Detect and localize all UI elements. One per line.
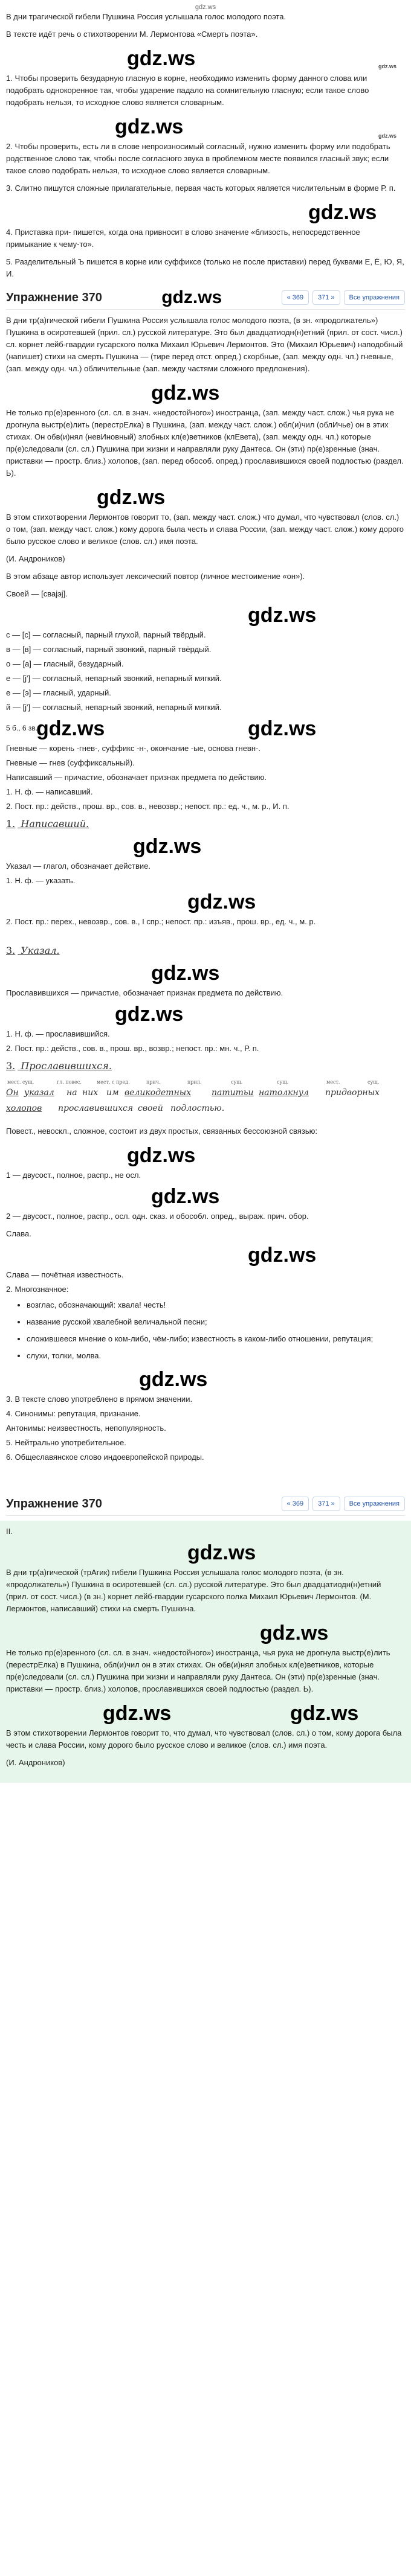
- analysis-num: 1.: [6, 818, 16, 829]
- intro-rule: 2. Чтобы проверить, есть ли в слове непроизносимый согласный, нужно изменить форму или подобрать родственное слово так, чтобы после согласного звука в проблемном месте появился гласный звук; если такое слово подобрать нельзя, то исходное слово является словарным.: [6, 142, 390, 175]
- watermark-row: [6, 200, 405, 226]
- analysis-title: [6, 818, 89, 830]
- watermark-row: [6, 1242, 405, 1269]
- list-item: • возглас, обозначающий: хвала! честь!: [27, 1299, 405, 1311]
- lexical-line: 6. Общеславянское слово индоевропейской природы.: [6, 1453, 204, 1462]
- watermark: gdz.ws: [187, 1541, 256, 1564]
- watermark-row: [6, 1143, 405, 1169]
- lexical-line: 5. Нейтрально употребительное.: [6, 1438, 126, 1447]
- watermark: gdz.ws: [97, 486, 166, 509]
- chevron-right-icon: »: [331, 1500, 335, 1507]
- sentence-part: 1 — двусост., полное, распр., не осл.: [6, 1171, 141, 1180]
- watermark: gdz.ws: [151, 382, 220, 404]
- phonetic-line: й — [j'] — согласный, непарный звонкий, непарный мягкий.: [6, 703, 222, 712]
- intro-rule: 4. Приставка при- пишется, когда она привносит в слово значение «близость, непосредственное примыкание к чему-то».: [6, 228, 360, 249]
- sentence-word: подлостью.: [170, 1104, 225, 1113]
- site-label[interactable]: gdz.ws: [195, 4, 216, 11]
- meanings-list: [6, 1299, 405, 1362]
- word-annotation: мест. с пред.: [97, 1079, 130, 1085]
- main-paragraph: Не только пр(е)зренного (сл. сл. в знач. «недостойного») иностранца, (зап. между част. слож.) чья рука не дрогнула выстр(е)лить (перестрЕлка) в Пушкина, (зап. между част. слож.) обл(и)чил (облИчье) он в этих стихах. Он обв(и)нял (невИновный) злобных кл(е)ветников (клЕвета), (зап. между одн. чл.) которые пр(е)следовали (сл. сл.) Пушкина при жизни и направляли руку Дантеса. Он (эти) пр(е)зренные (знач. приставки — простр. близ.) холопов, (зап. перед обособ. опред.) прославившихся своей подлостью (раздел. Ь).: [6, 408, 404, 478]
- analysis-line: Указал — глагол, обозначает действие.: [6, 861, 150, 871]
- watermark: gdz.ws: [151, 1185, 220, 1208]
- intro-rule: 5. Разделительный Ъ пишется в корне или суффиксе (только не после приставки) перед буквами Е, Ё, Ю, Я, И.: [6, 257, 404, 278]
- phonetic-line: е — [j'] — согласный, непарный звонкий, непарный мягкий.: [6, 674, 222, 683]
- intro-rule: 3. Слитно пишутся сложные прилагательные, первая часть которых является числительным в форме Р. п.: [6, 184, 396, 193]
- spacer: [6, 1469, 405, 1489]
- answer-box: [0, 1521, 411, 1783]
- analysis-line: 1. Н. ф. — прославившийся.: [6, 1029, 110, 1038]
- watermark: gdz.ws: [187, 890, 256, 913]
- sentence-word: прославившихся: [58, 1104, 134, 1113]
- lexical-line: Антонимы: неизвестность, непопулярность.: [6, 1424, 166, 1433]
- next-exercise-label: 371: [318, 1500, 329, 1507]
- watermark-small: gdz.ws: [378, 133, 396, 139]
- analysis-word: Написавший.: [21, 818, 89, 829]
- analysis-line: 1. Н. ф. — указать.: [6, 876, 76, 885]
- watermark: gdz.ws: [36, 717, 105, 740]
- analysis-1: [6, 818, 405, 928]
- sentence-word: холопов: [6, 1104, 42, 1113]
- watermark: gdz.ws: [103, 1702, 172, 1725]
- watermark-row: [6, 485, 405, 511]
- chevron-right-icon: »: [331, 293, 335, 301]
- sentence-summary: Повест., невоскл., сложное, состоит из двух простых, связанных бессоюзной связью:: [6, 1127, 317, 1136]
- morphemic-line: Гневные — корень -гнев-, суффикс -н-, окончание -ые, основа гневн-.: [6, 744, 261, 753]
- chevron-left-icon: «: [286, 293, 291, 301]
- watermark: gdz.ws: [127, 47, 196, 70]
- parsed-sentence: [6, 1079, 405, 1119]
- watermark: gdz.ws: [133, 835, 202, 858]
- analysis-title: [6, 945, 60, 957]
- lexical-line: Слава — почётная известность.: [6, 1270, 124, 1279]
- watermark-row: [6, 716, 405, 743]
- watermark: gdz.ws: [161, 287, 222, 307]
- exercise-nav-bottom: [6, 1492, 405, 1516]
- watermark: gdz.ws: [115, 1003, 184, 1026]
- all-exercises-button[interactable]: Все упражнения: [344, 1497, 405, 1511]
- analysis-line: 2. Пост. пр.: перех., невозвр., сов. в., I спр.; непост. пр.: изъяв., прош. вр., ед. ч., м. р.: [6, 917, 316, 926]
- prev-exercise-label: 369: [292, 1500, 304, 1507]
- answer-paragraph: Не только пр(е)зренного (сл. сл. в знач. «недостойного») иностранца, чья рука не дрогнула выстр(е)лить (перестрЕлка) в Пушкина, обл(и)чил он в этих стихах. Он обв(и)нял злобных кл(е)ветников, которые пр(е)следовали (сл. сл.) Пушкина при жизни и направляли руку Дантеса. Он (эти) пр(е)зренные (знач. приставки — простр. близ.) холопов, прославившихся своей подлостью (раздел. Ь).: [6, 1648, 390, 1693]
- word-annotation: мест.: [326, 1079, 340, 1085]
- sentence-word: им: [106, 1088, 119, 1098]
- watermark: gdz.ws: [139, 1368, 208, 1391]
- prev-exercise-label: 369: [292, 293, 304, 301]
- analysis-word: Прославившихся.: [21, 1060, 112, 1072]
- phonetic-line: в — [в] — согласный, парный звонкий, парный твёрдый.: [6, 645, 212, 654]
- intro-rule: 1. Чтобы проверить безударную гласную в корне, необходимо изменить форму данного слова или подобрать однокоренное так, чтобы ударение падало на сомнительную гласную; если такое слово подобрать нельзя, то исходное слово является словарным.: [6, 74, 369, 107]
- all-exercises-button[interactable]: Все упражнения: [344, 290, 405, 305]
- watermark: gdz.ws: [151, 962, 220, 985]
- next-exercise-button[interactable]: [312, 290, 340, 305]
- watermark-row: [6, 834, 405, 860]
- sentence-word: на: [66, 1088, 77, 1098]
- analysis-line: Прославившихся — причастие, обозначает признак предмета по действию.: [6, 988, 283, 997]
- watermark-small: gdz.ws: [378, 63, 396, 69]
- watermark: gdz.ws: [127, 1144, 196, 1167]
- exercise-title: Упражнение 370: [6, 290, 102, 304]
- sentence-word: своей: [138, 1104, 163, 1113]
- nav-controls: [282, 1497, 405, 1511]
- analysis-title: [6, 1060, 112, 1072]
- watermark-row: [6, 1701, 405, 1727]
- word-annotation: сущ.: [367, 1079, 380, 1085]
- word-annotation: прил.: [187, 1079, 202, 1085]
- prev-exercise-button[interactable]: [282, 290, 309, 305]
- sentence-word: великодетных: [125, 1088, 192, 1098]
- watermark-row: [6, 1620, 405, 1647]
- lexical-line: Слава.: [6, 1229, 31, 1238]
- sentence-word: патитьи: [212, 1088, 254, 1098]
- intro-section: [6, 11, 405, 280]
- watermark: gdz.ws: [115, 115, 184, 138]
- answer-paragraph: В дни тр(а)гической (трАгик) гибели Пушкина Россия услышала голос молодого поэта, (в зн. «продолжатель») Пушкина в осиротевшей (сл. сл.) русской литературе. Это был двадцатиодн(н)етний (прил. от сост. числ.) (в зн.) корнет лейб-гвардии гусарского полка Михаил Юрьевич Лермонтов. (М. Лермонтов, напиcавший) стихи на смерть Пушкина.: [6, 1568, 381, 1613]
- analysis-num: 3.: [6, 945, 16, 956]
- next-exercise-label: 371: [318, 293, 329, 301]
- word-annotation: сущ.: [231, 1079, 243, 1085]
- spacer: [6, 930, 405, 945]
- lexical-line: 3. В тексте слово употреблено в прямом значении.: [6, 1395, 193, 1404]
- intro-line: В дни трагической гибели Пушкина Россия услышала голос молодого поэта.: [6, 12, 286, 21]
- watermark-row: [6, 114, 405, 141]
- word-annotation: прич.: [146, 1079, 161, 1085]
- exercise-title: Упражнение 370: [6, 1497, 102, 1510]
- word-annotation: мест. сущ.: [7, 1079, 34, 1085]
- watermark-row: [6, 602, 405, 629]
- sentence-word: Он: [6, 1088, 19, 1098]
- section-label: II.: [6, 1527, 13, 1536]
- analysis-3: [6, 1060, 405, 1463]
- word-annotation: сущ.: [277, 1079, 289, 1085]
- morph-line: Напиcавший — причастие, обозначает признак предмета по действию.: [6, 773, 267, 782]
- chevron-left-icon: «: [286, 1500, 291, 1507]
- watermark-row: [6, 1540, 405, 1567]
- watermark-row: [6, 1002, 405, 1028]
- morphemic-line: Гневные — гнев (суффиксальный).: [6, 758, 135, 767]
- sentence-word: них: [82, 1088, 99, 1098]
- sentence-part: 2 — двусост., полное, распр., осл. одн. сказ. и обособл. опред., выраж. прич. обор.: [6, 1212, 309, 1221]
- note: Своей — [сваjэj].: [6, 589, 68, 598]
- watermark: gdz.ws: [248, 604, 317, 627]
- sentence-word: указал: [24, 1088, 54, 1098]
- next-exercise-button[interactable]: [312, 1497, 340, 1511]
- exercise-nav: [6, 286, 405, 310]
- watermark-row: [6, 1367, 405, 1393]
- analysis-2: [6, 945, 405, 1055]
- main-text: [6, 315, 405, 565]
- nav-controls: [282, 290, 405, 305]
- watermark: gdz.ws: [248, 1244, 317, 1267]
- watermark: gdz.ws: [308, 201, 377, 224]
- note: В этом абзаце автор использует лексический повтор (личное местоимение «он»).: [6, 572, 305, 581]
- list-item: • слухи, толки, молва.: [27, 1350, 405, 1362]
- main-paragraph: В дни тр(а)гической гибели Пушкина Россия услышала голос молодого поэта, (в зн. «продолжатель») Пушкина в осиротевшей (прил. сл.) русской литературе. Это был двадцатиодн(н)етний (прил. от сост. числ.) сл. корнет лейб-гвардии гусарского полка Михаил Юрьевич Лермонтов. Это (Михаил Юрьевич) наподобный (напишет) стихи на смерть Пушкина — (тире перед отст. опред.) скорбные, (зап. между одн. чл.) гневные, (зап. между одн. чл.) обличительные (зап. между частями сложного предложения).: [6, 316, 403, 373]
- list-item: • название русской хвалебной величальной песни;: [27, 1316, 405, 1328]
- author: (И. Андроников): [6, 554, 65, 563]
- notes-section: [6, 570, 405, 813]
- morph-line: 2. Пост. пр.: действ., прош. вр., сов. в., невозвр.; непост. пр.: ед. ч., м. р., И. п.: [6, 802, 290, 811]
- main-paragraph: В этом стихотворении Лермонтов говорит то, (зап. между част. слож.) что думал, что чувствовал (слов. сл.) о том, (зап. между част. слож.) кому дорога была честь и слава России, (зап. между част. слож.) кому дорого было русское слово и великое (слов. сл.) имя поэта.: [6, 513, 404, 546]
- sound-count: 5 б., 6 зв.: [6, 724, 38, 732]
- lexical-line: 2. Многозначное:: [6, 1285, 69, 1294]
- intro-line: В тексте идёт речь о стихотворении М. Лермонтова «Смерть поэта».: [6, 30, 258, 39]
- author: (И. Андроников): [6, 1758, 65, 1767]
- analysis-line: 2. Пост. пр.: действ., сов. в., прош. вр., возвр.; непост. пр.: мн. ч., Р. п.: [6, 1044, 259, 1053]
- phonetic-line: е — [э] — гласный, ударный.: [6, 688, 111, 697]
- watermark-row: [6, 1184, 405, 1210]
- watermark-row: [6, 960, 405, 987]
- answer-paragraph: В этом стихотворении Лермонтов говорит то, что думал, что чувствовал (слов. сл.) о том, кому дорога была честь и слава России, кому дорого было русское слово и великое (слов. сл.) имя поэта.: [6, 1728, 402, 1750]
- lexical-line: 4. Синонимы: репутация, признание.: [6, 1409, 141, 1418]
- word-annotation: гл. повес.: [57, 1079, 82, 1085]
- phonetic-line: с — [с] — согласный, парный глухой, парный твёрдый.: [6, 630, 206, 639]
- sentence-word: придворных: [325, 1088, 380, 1098]
- analysis-word: Указал.: [21, 945, 60, 956]
- sentence-word: натолкнул: [259, 1088, 309, 1098]
- analysis-num: 3.: [6, 1060, 16, 1072]
- watermark: gdz.ws: [260, 1622, 329, 1644]
- watermark-row: [6, 46, 405, 72]
- list-item: • сложившееся мнение о ком-либо, чём-либо; известность в каком-либо отношении, репутация;: [27, 1333, 405, 1345]
- watermark: gdz.ws: [248, 717, 317, 740]
- watermark: gdz.ws: [290, 1702, 359, 1725]
- prev-exercise-button[interactable]: [282, 1497, 309, 1511]
- watermark-row: [6, 380, 405, 407]
- morph-line: 1. Н. ф. — написавший.: [6, 787, 93, 796]
- watermark-row: [6, 889, 405, 916]
- phonetic-line: о — [а] — гласный, безударный.: [6, 659, 124, 668]
